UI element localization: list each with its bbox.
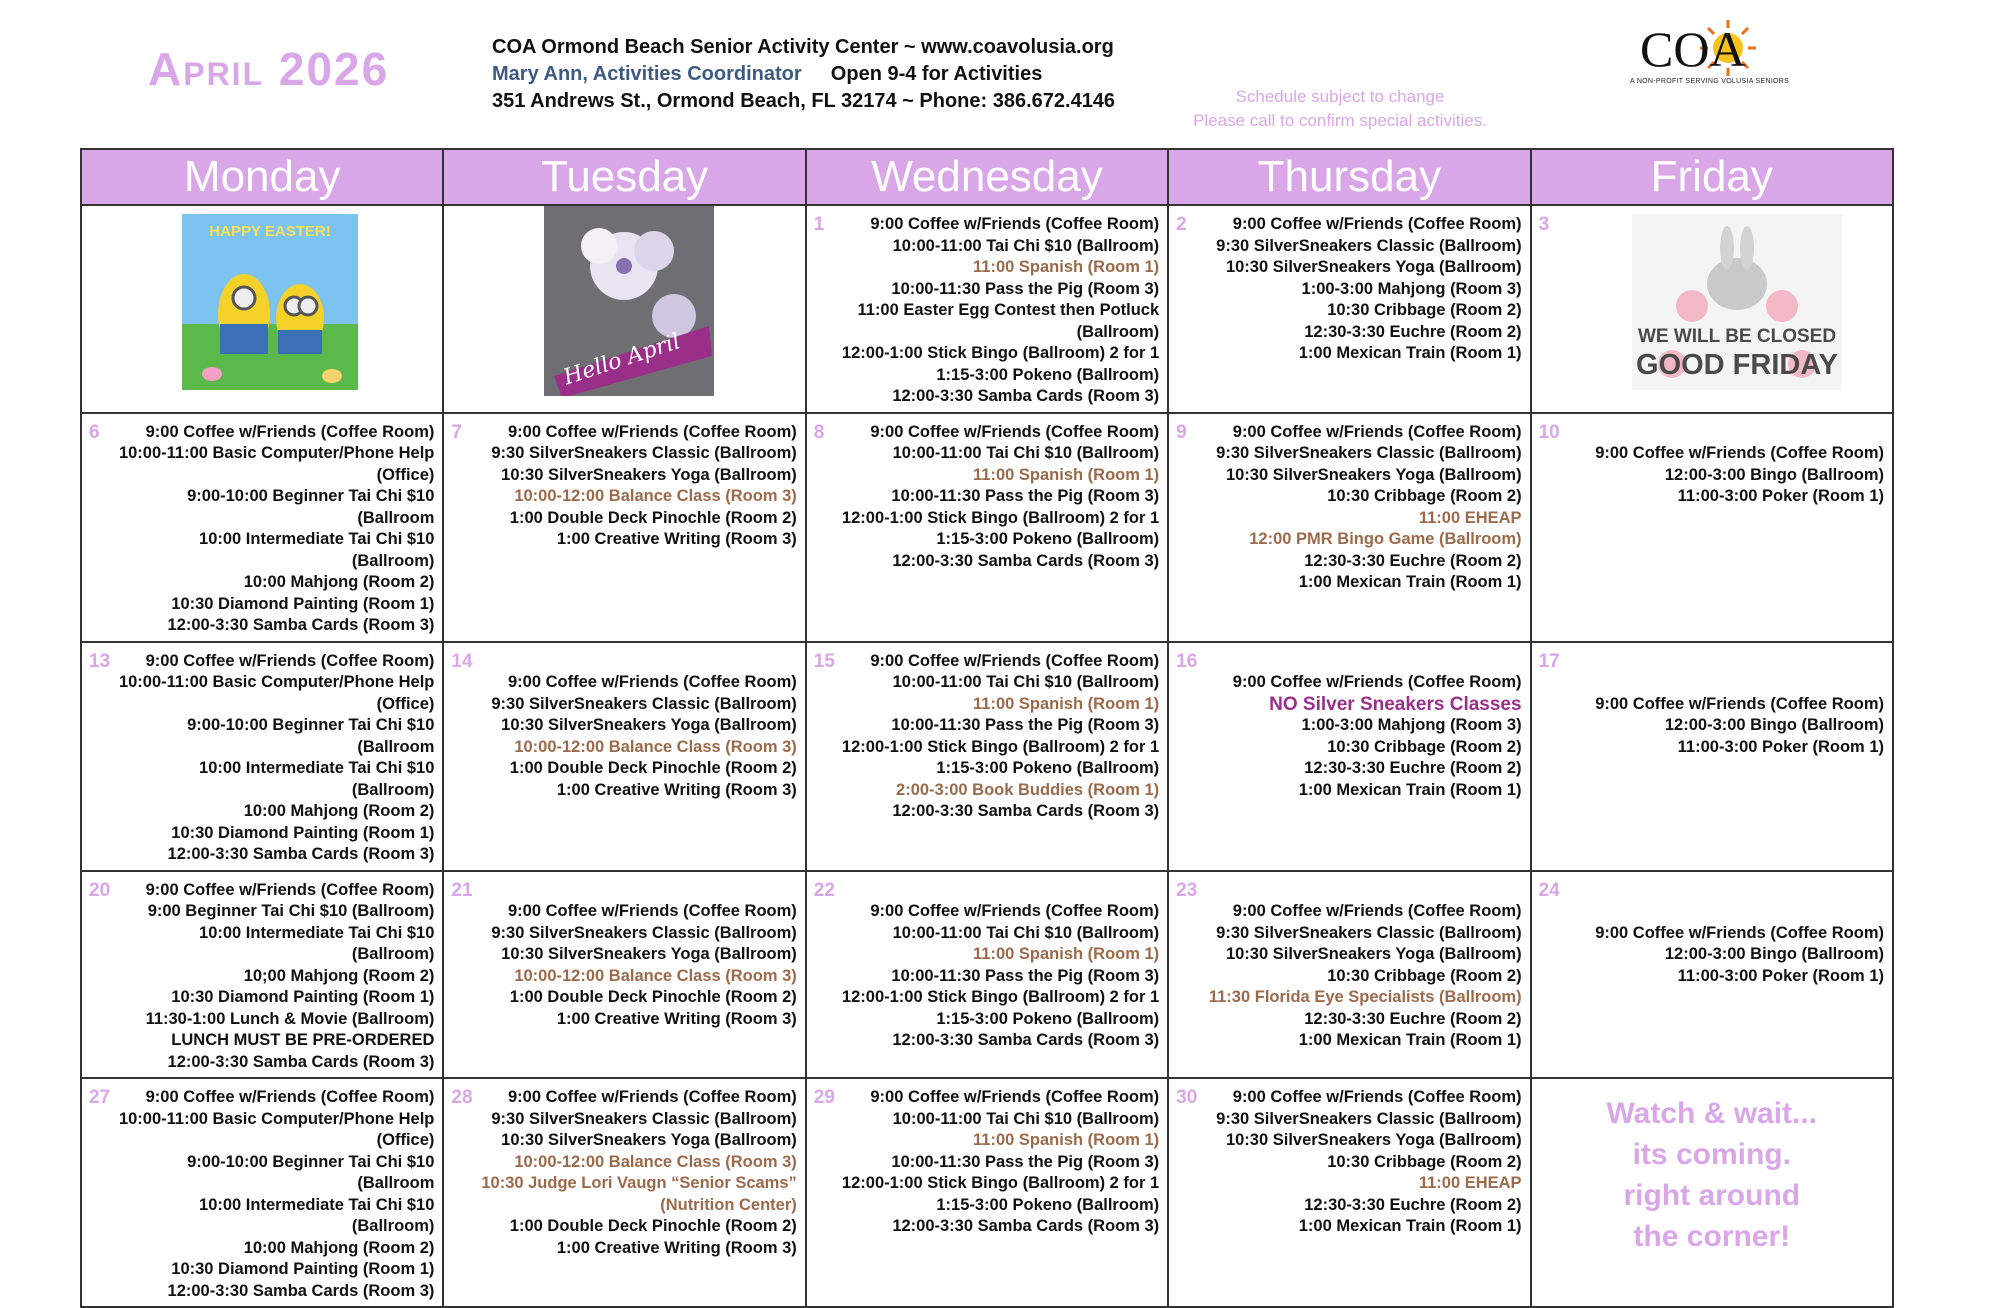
day-cell — [806, 205, 1168, 413]
activity-list — [82, 1079, 442, 1306]
day-cell — [81, 413, 443, 642]
activity-item: 1:15-3:00 Pokeno (Ballroom) — [936, 365, 1160, 384]
day-cell — [443, 413, 805, 642]
month-title: April 2026 — [148, 43, 390, 95]
activity-item: 9:00 Coffee w/Friends (Coffee Room) — [1232, 673, 1522, 691]
activity-list — [1169, 872, 1529, 1056]
date-number: 27 — [89, 1087, 111, 1108]
day-cell — [81, 871, 443, 1079]
activity-item: 10:00-11:00 Basic Computer/Phone Help — [118, 673, 435, 691]
date-number: 10 — [1538, 421, 1560, 443]
org-line: COA Ormond Beach Senior Activity Center ~ www.coavolusia.org — [492, 36, 1114, 58]
activity-list — [1532, 414, 1892, 512]
activity-item: 9:00 Coffee w/Friends (Coffee Room) — [870, 651, 1160, 670]
activity-list — [807, 206, 1167, 412]
activity-item: 10:00-12:00 Balance Class (Room 3) — [514, 487, 797, 505]
activity-item: 11:00 Spanish (Room 1) — [973, 694, 1160, 713]
activity-item: 10:30 Diamond Painting (Room 1) — [171, 988, 435, 1006]
activity-item: 12:30-3:30 Euchre (Room 2) — [1304, 551, 1522, 570]
date-number: 29 — [813, 1087, 835, 1108]
day-cell — [81, 205, 443, 413]
activity-item: 10:30 Diamond Painting (Room 1) — [171, 1260, 435, 1278]
activity-item: 11:00-3:00 Poker (Room 1) — [1677, 487, 1884, 505]
date-number: 9 — [1176, 421, 1187, 443]
activity-list — [444, 1079, 804, 1263]
activity-list — [807, 1079, 1167, 1242]
day-cell — [1168, 642, 1530, 871]
day-cell — [81, 642, 443, 871]
activity-item: 10:00 Mahjong (Room 2) — [243, 573, 435, 591]
activity-item: 12:00-3:30 Samba Cards (Room 3) — [167, 1281, 435, 1300]
day-cell — [1168, 205, 1530, 413]
day-header: Thursday — [1168, 149, 1530, 205]
activity-item: 12:30-3:30 Euchre (Room 2) — [1304, 322, 1522, 341]
activity-item: 10:30 Judge Lori Vaugn “Senior Scams” — [481, 1174, 797, 1192]
good-friday-closed-image — [1632, 214, 1842, 390]
activity-item: 9:00 Beginner Tai Chi $10 (Ballroom) — [147, 902, 435, 920]
activity-item: 11:00 Spanish (Room 1) — [973, 945, 1160, 963]
activity-item — [1199, 651, 1521, 673]
activity-item: 9:00 Coffee w/Friends (Coffee Room) — [507, 1088, 797, 1106]
activity-item: 1:00 Double Deck Pinochle (Room 2) — [509, 508, 797, 527]
date-number: 2 — [1176, 214, 1187, 235]
disclaimer-line-1: Schedule subject to change — [1235, 87, 1445, 106]
date-number: 22 — [813, 879, 835, 901]
activity-item: 12:00-1:00 Stick Bingo (Ballroom) 2 for 1 — [841, 344, 1160, 362]
date-number: 24 — [1538, 879, 1560, 901]
activity-item: 10:00 Intermediate Tai Chi $10 (Ballroom) — [199, 530, 435, 570]
activity-item: 9:00 Coffee w/Friends (Coffee Room) — [1595, 923, 1884, 942]
activity-item: 1:00 Creative Writing (Room 3) — [556, 1009, 797, 1028]
activity-item: 9:30 SilverSneakers Classic (Ballroom) — [491, 444, 797, 462]
activity-item: 9:00-10:00 Beginner Tai Chi $10 (Ballroom — [187, 1152, 435, 1192]
activity-item: 12:00-3:30 Samba Cards (Room 3) — [167, 1052, 435, 1071]
activity-item: 1:00 Double Deck Pinochle (Room 2) — [509, 988, 797, 1006]
activity-item: 10:00-12:00 Balance Class (Room 3) — [514, 737, 797, 756]
activity-item: 1:00-3:00 Mahjong (Room 3) — [1301, 716, 1522, 734]
activity-item: 1:00 Mexican Train (Room 1) — [1298, 344, 1522, 362]
activity-item: 9:00 Coffee w/Friends (Coffee Room) — [145, 880, 435, 899]
activity-list — [444, 414, 804, 555]
activity-item: 1:00 Mexican Train (Room 1) — [1298, 573, 1522, 591]
activity-item: 12:00 PMR Bingo Game (Ballroom) — [1249, 530, 1522, 548]
activity-list — [807, 414, 1167, 577]
date-number: 17 — [1538, 650, 1560, 672]
activity-item: 9:00 Coffee w/Friends (Coffee Room) — [1232, 902, 1522, 920]
activity-item: 1:00-3:00 Mahjong (Room 3) — [1301, 279, 1522, 298]
activity-list — [82, 872, 442, 1078]
day-cell — [806, 871, 1168, 1079]
teaser-line: the corner! — [1633, 1220, 1791, 1253]
day-cell — [1531, 413, 1893, 642]
activity-item: 12:00-3:30 Samba Cards (Room 3) — [167, 616, 435, 634]
activity-item — [474, 651, 796, 673]
activity-item: 10:00-11:00 Tai Chi $10 (Ballroom) — [892, 923, 1160, 942]
activity-item: 9:00 Coffee w/Friends (Coffee Room) — [1232, 422, 1522, 441]
activity-item: 10:30 SilverSneakers Yoga (Ballroom) — [1225, 465, 1522, 484]
date-number: 13 — [89, 650, 111, 672]
date-number: 16 — [1176, 650, 1198, 672]
date-number: 6 — [89, 421, 100, 443]
day-header: Tuesday — [443, 149, 805, 205]
day-cell — [806, 413, 1168, 642]
activity-item: 12:30-3:30 Euchre (Room 2) — [1304, 1195, 1522, 1214]
activity-item: 1:00 Mexican Train (Room 1) — [1298, 1031, 1522, 1049]
activity-item: 9:00 Coffee w/Friends (Coffee Room) — [507, 902, 797, 920]
activity-item: 12:00-3:30 Samba Cards (Room 3) — [892, 1217, 1160, 1235]
activity-item: 10:30 Diamond Painting (Room 1) — [171, 594, 435, 613]
day-cell — [1531, 1078, 1893, 1307]
activity-item: 10:30 SilverSneakers Yoga (Ballroom) — [501, 1131, 797, 1149]
activity-item: 10:00 Intermediate Tai Chi $10 (Ballroom) — [199, 759, 435, 799]
activity-item: 12:30-3:30 Euchre (Room 2) — [1304, 1009, 1522, 1028]
easter-caption: HAPPY EASTER! — [209, 223, 331, 240]
activity-item: 10:00 Mahjong (Room 2) — [243, 1238, 435, 1257]
activity-item: 10:00 Mahjong (Room 2) — [243, 802, 435, 820]
activity-item — [1562, 651, 1884, 673]
activity-item: 1:00 Creative Writing (Room 3) — [556, 530, 797, 548]
day-cell — [443, 642, 805, 871]
activity-item: 10:00-11:00 Basic Computer/Phone Help — [118, 1109, 435, 1128]
activity-item: 10:00 Intermediate Tai Chi $10 (Ballroom) — [199, 923, 435, 963]
day-header: Friday — [1531, 149, 1893, 205]
activity-item: 1:15-3:00 Pokeno (Ballroom) — [936, 1195, 1160, 1214]
activity-item: 10:30 SilverSneakers Yoga (Ballroom) — [501, 465, 797, 484]
day-cell — [1168, 871, 1530, 1079]
activity-item: 10:30 Cribbage (Room 2) — [1327, 487, 1522, 505]
activity-item: (Office) — [376, 694, 435, 713]
activity-item: 1:00 Double Deck Pinochle (Room 2) — [509, 759, 797, 777]
activity-item — [1562, 422, 1884, 444]
activity-item: 11:30 Florida Eye Specialists (Ballroom) — [1208, 988, 1522, 1006]
activity-item: 10:00-11:00 Tai Chi $10 (Ballroom) — [892, 236, 1160, 255]
week-row — [81, 413, 1893, 642]
activity-item: 10:30 Cribbage (Room 2) — [1327, 1152, 1522, 1171]
activity-item: 9:00 Coffee w/Friends (Coffee Room) — [145, 1088, 435, 1106]
activity-list — [1169, 643, 1529, 806]
day-cell — [1168, 1078, 1530, 1307]
activity-item: 12:00-1:00 Stick Bingo (Ballroom) 2 for 1 — [841, 737, 1160, 756]
activity-item: 11:30-1:00 Lunch & Movie (Ballroom) — [145, 1009, 435, 1028]
activity-item: 11:00 Spanish (Room 1) — [973, 465, 1160, 484]
teaser-line: its coming. — [1632, 1138, 1791, 1171]
activity-item: 10:00-12:00 Balance Class (Room 3) — [514, 1152, 797, 1171]
logo-text: COA — [1640, 21, 1746, 77]
date-number: 30 — [1176, 1087, 1198, 1108]
hours: Open 9-4 for Activities — [830, 63, 1043, 85]
date-number: 8 — [813, 421, 825, 443]
date-number: 1 — [813, 214, 825, 235]
week-row — [81, 205, 1893, 413]
activity-item: 1:00 Mexican Train (Room 1) — [1298, 780, 1522, 799]
activity-item: 11:00 EHEAP — [1418, 1174, 1522, 1192]
activity-item: 9:00 Coffee w/Friends (Coffee Room) — [870, 215, 1160, 233]
date-number: 3 — [1538, 214, 1550, 235]
closed-line-1: WE WILL BE CLOSED — [1637, 326, 1836, 347]
closed-line-2: GOOD FRIDAY — [1635, 349, 1838, 381]
day-cell — [1531, 642, 1893, 871]
activity-item — [1562, 901, 1884, 923]
activity-item: 9:00 Coffee w/Friends (Coffee Room) — [145, 422, 435, 441]
activity-list — [82, 414, 442, 641]
date-number: 15 — [813, 650, 835, 672]
activity-item: 12:00-3:00 Bingo (Ballroom) — [1664, 716, 1884, 734]
date-number: 21 — [451, 879, 473, 901]
coming-soon-teaser — [1532, 1079, 1892, 1257]
activity-item: 10:30 SilverSneakers Yoga (Ballroom) — [501, 945, 797, 963]
activity-item: 10:30 Diamond Painting (Room 1) — [171, 823, 435, 842]
activity-item: 10:00-11:00 Tai Chi $10 (Ballroom) — [892, 1109, 1160, 1128]
activity-item: 12:00-3:30 Samba Cards (Room 3) — [892, 802, 1160, 820]
activity-item: 10:00 Intermediate Tai Chi $10 (Ballroom) — [199, 1195, 435, 1235]
activity-item: 11:00 Spanish (Room 1) — [973, 1131, 1160, 1149]
activity-item: 11:00 Spanish (Room 1) — [973, 258, 1160, 276]
activity-item — [1562, 880, 1884, 902]
activity-item: 9:00 Coffee w/Friends (Coffee Room) — [870, 422, 1160, 441]
easter-minions-image — [182, 214, 358, 390]
day-header: Wednesday — [806, 149, 1168, 205]
activity-item: 9:00 Coffee w/Friends (Coffee Room) — [870, 902, 1160, 920]
activity-item: LUNCH MUST BE PRE-ORDERED — [171, 1031, 435, 1049]
activity-item: 10:30 Cribbage (Room 2) — [1327, 966, 1522, 985]
activity-item: 1:00 Creative Writing (Room 3) — [556, 1238, 797, 1257]
activity-list — [444, 872, 804, 1035]
activity-item: 9:00 Coffee w/Friends (Coffee Room) — [1595, 694, 1884, 713]
day-cell — [443, 1078, 805, 1307]
activity-item: 12:30-3:30 Euchre (Room 2) — [1304, 759, 1522, 777]
day-cell — [1531, 871, 1893, 1079]
activity-list — [1169, 206, 1529, 369]
activity-item: 10:00-11:30 Pass the Pig (Room 3) — [891, 716, 1160, 734]
address: 351 Andrews St., Ormond Beach, FL 32174 ~ Phone: 386.672.4146 — [492, 90, 1116, 112]
day-cell — [1168, 413, 1530, 642]
activity-item: (Nutrition Center) — [660, 1195, 797, 1214]
activity-item: 9:30 SilverSneakers Classic (Ballroom) — [491, 694, 797, 713]
week-row — [81, 871, 1893, 1079]
day-cell — [443, 205, 805, 413]
day-header: Monday — [81, 149, 443, 205]
activity-item: 1:00 Double Deck Pinochle (Room 2) — [509, 1217, 797, 1235]
activity-item: 10:30 Cribbage (Room 2) — [1327, 737, 1522, 756]
activity-item: 11:00-3:00 Poker (Room 1) — [1677, 737, 1884, 756]
day-cell — [81, 1078, 443, 1307]
activity-item: 9:00-10:00 Beginner Tai Chi $10 (Ballroom — [187, 487, 435, 527]
weekday-header-row — [81, 149, 1893, 205]
date-number: 23 — [1176, 879, 1198, 901]
hello-april-image — [544, 206, 714, 396]
activity-item: 11:00 EHEAP — [1418, 508, 1522, 527]
activity-item: (Ballroom) — [1076, 322, 1160, 341]
activity-item: 1:00 Creative Writing (Room 3) — [556, 780, 797, 799]
coordinator: Mary Ann, Activities Coordinator — [492, 63, 802, 85]
activity-list — [1169, 414, 1529, 598]
activity-item: 12:00-3:30 Samba Cards (Room 3) — [167, 845, 435, 863]
disclaimer — [1130, 85, 1550, 133]
day-cell — [443, 871, 805, 1079]
activity-item: 9:30 SilverSneakers Classic (Ballroom) — [1216, 444, 1522, 462]
activity-item: NO Silver Sneakers Classes — [1269, 693, 1522, 715]
activity-item — [1562, 672, 1884, 694]
date-number: 28 — [451, 1087, 473, 1108]
activity-item: 2:00-3:00 Book Buddies (Room 1) — [896, 780, 1160, 799]
activity-item: 12:00-3:30 Samba Cards (Room 3) — [892, 551, 1160, 570]
activity-item: 12:00-3:00 Bingo (Ballroom) — [1664, 945, 1884, 963]
activity-item: 10:00-11:30 Pass the Pig (Room 3) — [891, 1152, 1160, 1171]
activity-item: 11:00 Easter Egg Contest then Potluck — [857, 301, 1160, 319]
day-cell — [806, 1078, 1168, 1307]
activity-item: 9:00 Coffee w/Friends (Coffee Room) — [1232, 1088, 1522, 1106]
date-number: 14 — [451, 650, 473, 672]
activity-item: 10:30 SilverSneakers Yoga (Ballroom) — [501, 716, 797, 734]
activity-item: 9:00 Coffee w/Friends (Coffee Room) — [1232, 215, 1522, 233]
activity-item: 9:30 SilverSneakers Classic (Ballroom) — [1216, 1109, 1522, 1128]
activity-item: 12:00-3:30 Samba Cards (Room 3) — [892, 387, 1160, 405]
activity-item: 10:30 SilverSneakers Yoga (Ballroom) — [1225, 258, 1522, 276]
activity-item — [837, 880, 1159, 902]
calendar-grid — [80, 148, 1894, 1308]
activity-item: 11:00-3:00 Poker (Room 1) — [1677, 966, 1884, 985]
activity-item: 9:00 Coffee w/Friends (Coffee Room) — [145, 651, 435, 670]
activity-item: 9:30 SilverSneakers Classic (Ballroom) — [491, 923, 797, 942]
activity-item: 1:00 Mexican Train (Room 1) — [1298, 1217, 1522, 1235]
day-cell — [806, 642, 1168, 871]
activity-item: 10:00-11:00 Basic Computer/Phone Help — [118, 444, 435, 462]
activity-item: 9:30 SilverSneakers Classic (Ballroom) — [491, 1109, 797, 1128]
activity-item: 12:00-1:00 Stick Bingo (Ballroom) 2 for 1 — [841, 1174, 1160, 1192]
activity-item — [474, 880, 796, 902]
activity-item: 9:00 Coffee w/Friends (Coffee Room) — [507, 673, 797, 691]
activity-item: 9:00 Coffee w/Friends (Coffee Room) — [507, 422, 797, 441]
activity-item: 10;00 Mahjong (Room 2) — [243, 966, 435, 985]
hello-april-caption: Hello April — [560, 329, 684, 391]
day-cell — [1531, 205, 1893, 413]
activity-item: 10:30 Cribbage (Room 2) — [1327, 301, 1522, 319]
activity-item: 12:00-1:00 Stick Bingo (Ballroom) 2 for 1 — [841, 988, 1160, 1006]
activity-item: 1:15-3:00 Pokeno (Ballroom) — [936, 759, 1160, 777]
activity-item: 9:00 Coffee w/Friends (Coffee Room) — [1595, 444, 1884, 462]
activity-item: 10:00-12:00 Balance Class (Room 3) — [514, 966, 797, 985]
date-number: 7 — [451, 421, 462, 443]
activity-item: 9:00 Coffee w/Friends (Coffee Room) — [870, 1088, 1160, 1106]
activity-item: 10:00-11:00 Tai Chi $10 (Ballroom) — [892, 444, 1160, 462]
activity-item: 10:30 SilverSneakers Yoga (Ballroom) — [1225, 945, 1522, 963]
activity-item: (Office) — [376, 465, 435, 484]
week-row — [81, 1078, 1893, 1307]
activity-item: 9:30 SilverSneakers Classic (Ballroom) — [1216, 923, 1522, 942]
activity-list — [807, 872, 1167, 1056]
date-number: 20 — [89, 879, 111, 901]
logo-subtitle: A NON-PROFIT SERVING VOLUSIA SENIORS — [1630, 78, 1790, 85]
activity-list — [1169, 1079, 1529, 1242]
activity-item: 12:00-3:00 Bingo (Ballroom) — [1664, 465, 1884, 484]
activity-item: 10:00-11:30 Pass the Pig (Room 3) — [891, 279, 1160, 298]
activity-item: 1:15-3:00 Pokeno (Ballroom) — [936, 530, 1160, 548]
activity-item: (Office) — [376, 1131, 435, 1149]
activity-item: 10:00-11:00 Tai Chi $10 (Ballroom) — [892, 673, 1160, 691]
teaser-line: right around — [1623, 1179, 1801, 1212]
activity-item: 10:00-11:30 Pass the Pig (Room 3) — [891, 487, 1160, 505]
activity-item: 9:30 SilverSneakers Classic (Ballroom) — [1216, 236, 1522, 255]
activity-list — [1532, 643, 1892, 763]
teaser-line: Watch & wait... — [1606, 1097, 1818, 1130]
activity-list — [1532, 872, 1892, 992]
activity-item: 12:00-1:00 Stick Bingo (Ballroom) 2 for 1 — [841, 508, 1160, 527]
activity-item: 12:00-3:30 Samba Cards (Room 3) — [892, 1031, 1160, 1049]
coordinator-line — [492, 61, 1115, 88]
activity-list — [444, 643, 804, 806]
activity-item: 10:30 SilverSneakers Yoga (Ballroom) — [1225, 1131, 1522, 1149]
week-row — [81, 642, 1893, 871]
disclaimer-line-2: Please call to confirm special activities. — [1193, 111, 1487, 130]
activity-item: 10:00-11:30 Pass the Pig (Room 3) — [891, 966, 1160, 985]
activity-list — [807, 643, 1167, 827]
activity-list — [82, 643, 442, 870]
activity-item: 9:00-10:00 Beginner Tai Chi $10 (Ballroom — [187, 716, 435, 756]
activity-item — [1199, 880, 1521, 902]
activity-item: 1:15-3:00 Pokeno (Ballroom) — [936, 1009, 1160, 1028]
calendar-body — [81, 205, 1893, 1307]
center-info — [492, 34, 1115, 115]
